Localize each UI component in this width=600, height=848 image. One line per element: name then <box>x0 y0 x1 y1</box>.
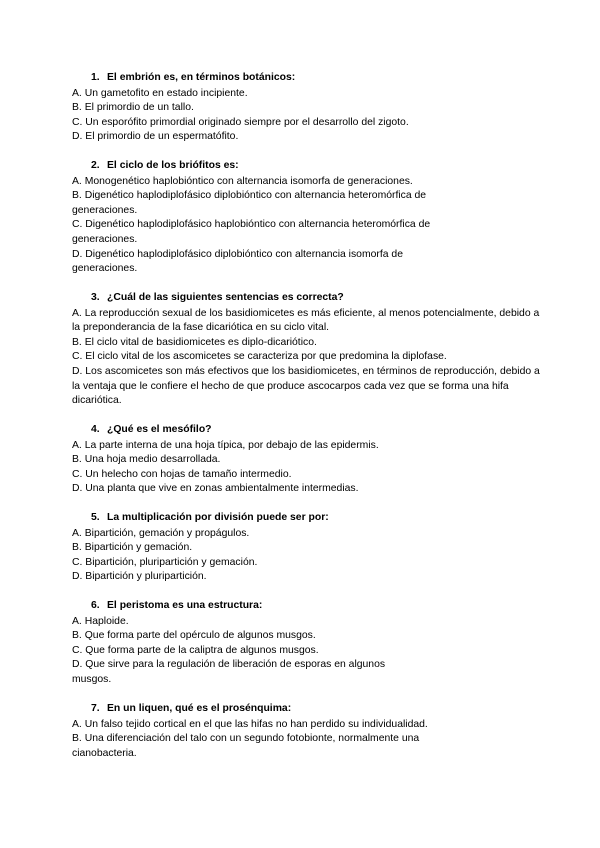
option-a: A. Haploide. <box>72 615 129 627</box>
question-number: 3. <box>91 292 100 303</box>
question-text: ¿Qué es el mesófilo? <box>107 424 212 435</box>
question-3 <box>72 291 542 409</box>
question-title <box>72 423 542 438</box>
option-a: A. Bipartición, gemación y propágulos. <box>72 527 250 539</box>
option-d: D. Los ascomicetes son más efectivos que los basidiomicetes, en términos de reproducción, debido a la ventaja que le confiere el hecho de que produce ascocarpos cada vez que se forma una hifa dicariótica. <box>72 365 540 407</box>
question-title <box>72 159 447 174</box>
option-b: B. Que forma parte del opérculo de algunos musgos. <box>72 630 316 642</box>
option-d: D. Que sirve para la regulación de liberación de esporas en algunos musgos. <box>72 659 386 685</box>
option-d: D. Digenético haplodiplofásico diplobióntico con alternancia isomorfa de generaciones. <box>72 248 403 275</box>
option-d: D. Bipartición y pluripartición. <box>72 571 207 583</box>
question-title <box>72 599 412 614</box>
question-text: ¿Cuál de las siguientes sentencias es correcta? <box>107 292 344 303</box>
question-number: 2. <box>91 160 100 171</box>
question-title <box>72 291 542 306</box>
option-c: C. Bipartición, pluripartición y gemación. <box>72 556 258 568</box>
option-d: D. El primordio de un espermatófito. <box>72 131 239 143</box>
question-4 <box>72 423 542 497</box>
option-b: B. Una hoja medio desarrollada. <box>72 454 221 466</box>
question-text: El embrión es, en términos botánicos: <box>107 72 296 83</box>
question-2 <box>72 159 447 277</box>
option-c: C. Que forma parte de la caliptra de algunos musgos. <box>72 644 319 656</box>
question-number: 4. <box>91 424 100 435</box>
option-a: A. Un gametofito en estado incipiente. <box>72 87 248 99</box>
option-b: B. El ciclo vital de basidiomicetes es diplo-dicariótico. <box>72 336 317 348</box>
question-text: El peristoma es una estructura: <box>107 600 263 611</box>
question-1 <box>72 71 542 145</box>
question-7 <box>72 702 452 761</box>
question-6 <box>72 599 412 688</box>
question-text: La multiplicación por división puede ser por: <box>107 512 329 523</box>
option-a: A. Un falso tejido cortical en el que las hifas no han perdido su individualidad. <box>72 718 428 730</box>
option-c: C. Digenético haplodiplofásico haplobióntico con alternancia heteromórfica de generaciones. <box>72 219 431 245</box>
question-title <box>72 511 542 526</box>
option-a: A. La reproducción sexual de los basidiomicetes es más eficiente, al menos potencialmente, debido a la preponderancia de la fase dicariótica en su ciclo vital. <box>72 307 540 334</box>
option-c: C. Un esporófito primordial originado siempre por el desarrollo del zigoto. <box>72 116 409 128</box>
option-b: B. Digenético haplodiplofásico diplobióntico con alternancia heteromórfica de generaciones. <box>72 190 427 216</box>
option-b: B. El primordio de un tallo. <box>72 102 194 114</box>
question-5 <box>72 511 542 585</box>
question-number: 5. <box>91 512 100 523</box>
question-title <box>72 702 452 717</box>
option-a: A. La parte interna de una hoja típica, por debajo de las epidermis. <box>72 439 379 451</box>
option-b: B. Bipartición y gemación. <box>72 542 193 554</box>
question-number: 6. <box>91 600 100 611</box>
question-text: En un liquen, qué es el prosénquima: <box>107 703 292 714</box>
question-number: 7. <box>91 703 100 714</box>
question-text: El ciclo de los briófitos es: <box>107 160 239 171</box>
option-c: C. El ciclo vital de los ascomicetes se caracteriza por que predomina la diplofase. <box>72 351 447 363</box>
question-title <box>72 71 542 86</box>
question-number: 1. <box>91 72 100 83</box>
option-a: A. Monogenético haplobióntico con alternancia isomorfa de generaciones. <box>72 175 413 187</box>
option-c: C. Un helecho con hojas de tamaño intermedio. <box>72 468 292 480</box>
option-d: D. Una planta que vive en zonas ambientalmente intermedias. <box>72 483 359 495</box>
option-b: B. Una diferenciación del talo con un segundo fotobionte, normalmente una cianobacteria. <box>72 733 420 759</box>
